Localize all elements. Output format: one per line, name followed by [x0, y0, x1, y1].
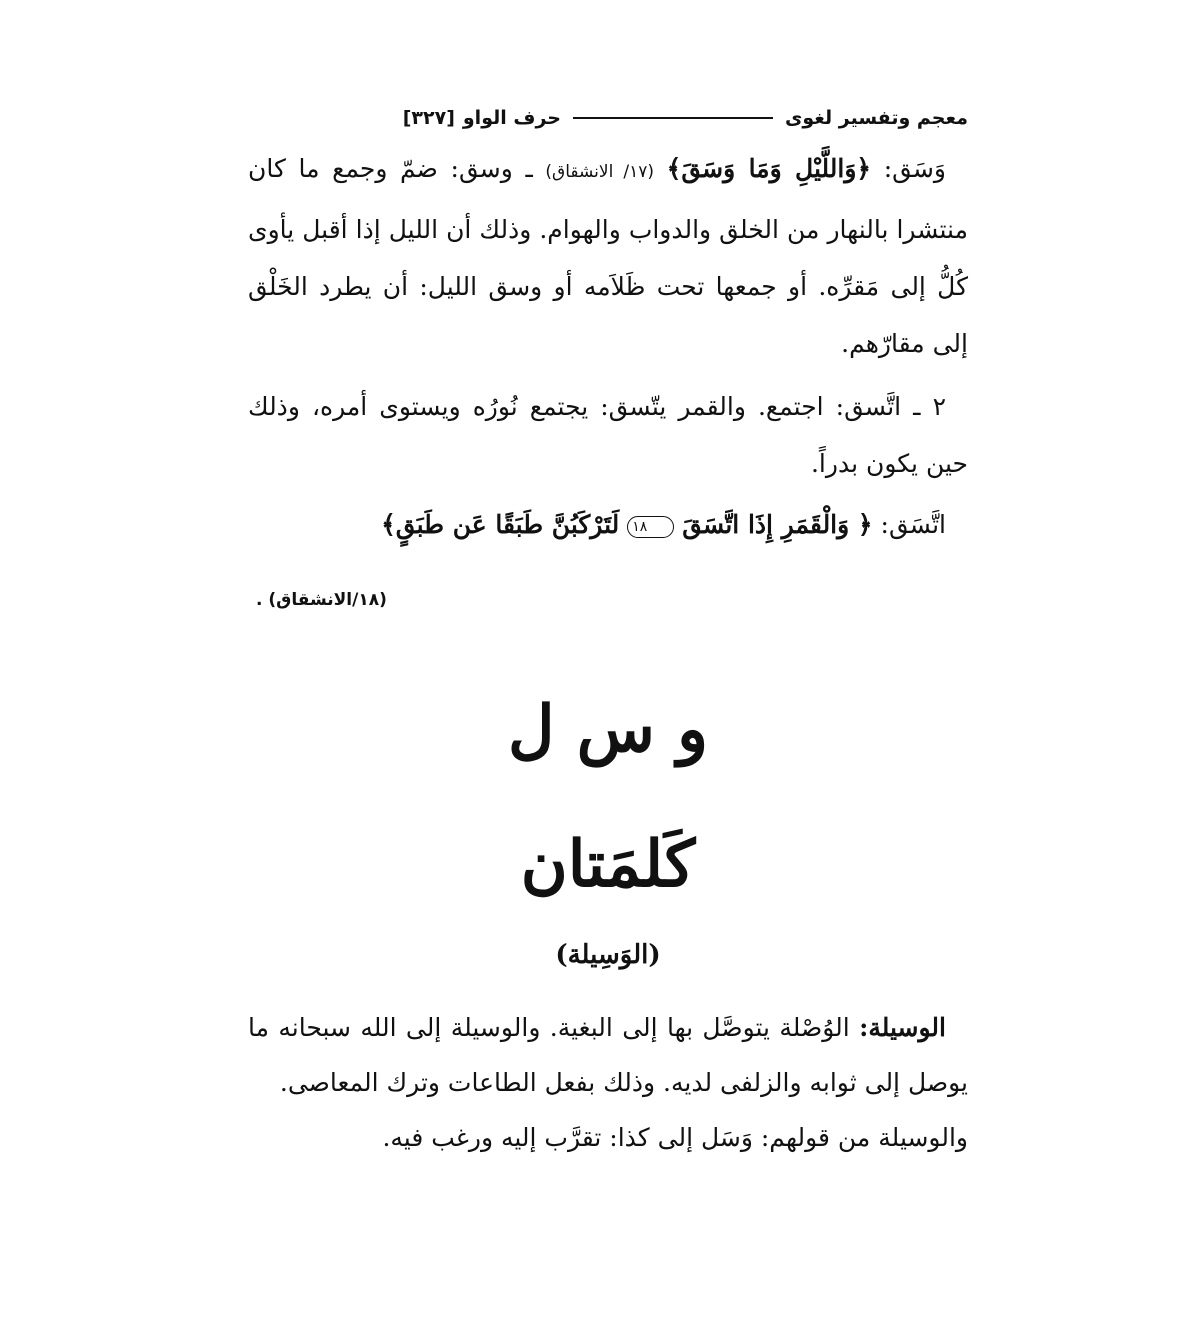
entry-wasila [248, 1000, 968, 1165]
entry-term: الوسيلة: [859, 1013, 946, 1042]
entry-text-2: والوسيلة من قولهم: وَسَل إلى كذا: تقرَّب إليه ورغب فيه. [382, 1123, 968, 1152]
book-page [248, 100, 968, 1152]
quran-verse-part2: لَتَرْكَبُنَّ طَبَقًا عَن طَبَقٍ﴾ [381, 510, 620, 539]
entry-paragraph [248, 1000, 968, 1165]
entry-ittasaqa [248, 378, 968, 492]
book-title: معجم وتفسير لغوى [784, 107, 968, 129]
entry-text: ٢ ـ اتَّسق: اجتمع. والقمر يتّسق: يجتمع نُورُه ويستوى أمره، وذلك حين يكون بدراً. [248, 392, 968, 478]
root-letters-heading: و س ل [507, 692, 709, 767]
running-header [248, 100, 968, 136]
verse-reference: (١٧/ الانشقاق) [545, 162, 655, 182]
entry-term: اتَّسَق: [880, 510, 946, 539]
page-number: [٣٢٧] [402, 107, 455, 129]
section-title: حرف الواو [462, 107, 561, 129]
quran-verse: ﴿وَاللَّيْلِ وَمَا وَسَقَ﴾ [666, 154, 872, 183]
entry-term: وَسَق: [883, 154, 946, 183]
verse-reference: (١٨/الانشقاق) . [256, 590, 387, 610]
verse-line [248, 496, 968, 553]
quran-verse-part1: ﴿ وَالْقَمَرِ إِذَا اتَّسَقَ [682, 510, 873, 539]
entry-text: ـ وسق: ضمّ وجمع ما كان منتشرا بالنهار من الخلق والدواب والهوام. وذلك أن الليل إذا أقبل يأوى كُلُّ إلى مَقرِّه. أو جمعها تحت ظَلاَمه أو وسق الليل: أن يطرد الخَلْق إلى مقارّهم. [248, 154, 968, 358]
entry-text: الوُصْلة يتوصَّل بها إلى البغية. والوسيلة إلى الله سبحانه ما يوصل إلى ثوابه والزلفى لديه. وذلك بفعل الطاعات وترك المعاصى. [248, 1013, 968, 1097]
entry-wasaqa [248, 140, 968, 372]
header-rule [573, 117, 773, 119]
word-count-heading: كَلمَتان [520, 827, 696, 902]
ayah-number-marker: ١٨ [627, 516, 674, 538]
word-heading: (الوَسِيلة) [555, 940, 661, 970]
